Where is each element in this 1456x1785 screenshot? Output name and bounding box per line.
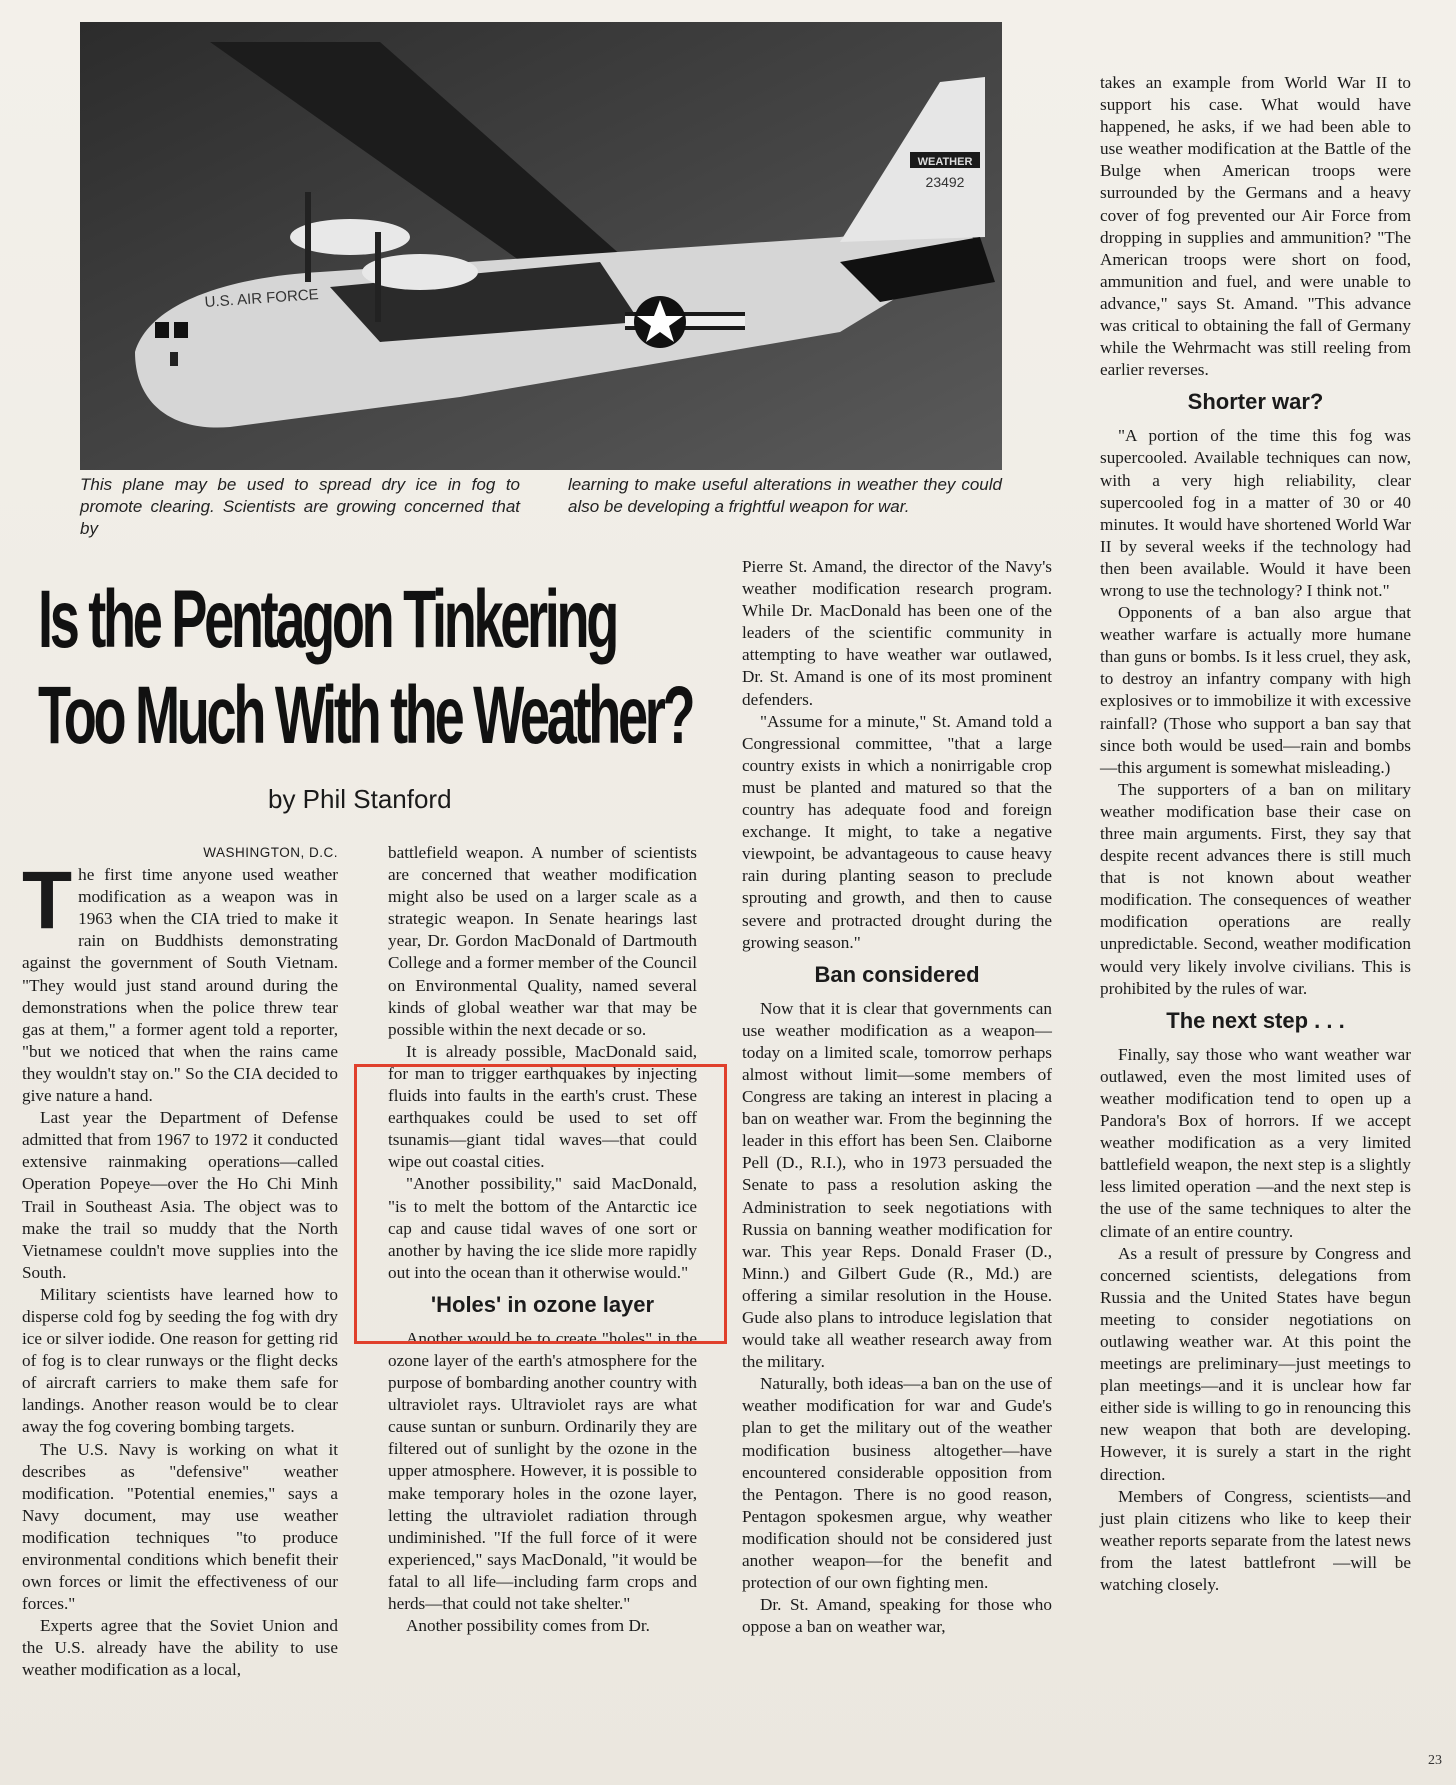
headline xyxy=(38,572,693,764)
paragraph: Naturally, both ideas—a ban on the use of weather modification for war and Gude's plan to get the military out of the weather modification business altogether—have encountered considerable opposition from the Pentagon. There is no good reason, Pentagon spokesmen argue, why weather modification should not be considered just another weapon—for the benefit and protection of our own fighting men. xyxy=(742,1374,1052,1593)
paragraph: As a result of pressure by Congress and concerned scientists, delegations from Russia and the United States have begun meeting to consider negotiations on outlawing weather war. At this point the meetings are preliminary—just meetings to plan meetings—and it is unclear how far either side is willing to go in renouncing this new weapon that both are developing. However, it is surely a start in the right direction. xyxy=(1100,1243,1411,1484)
lead-paragraph xyxy=(22,855,338,1107)
headline-line-2: Too Much With the Weather? xyxy=(38,670,693,761)
paragraph: Finally, say those who want weather war outlawed, even the most limited uses of weather modification tend to open up a Pandora's Box of horrors. If we accept weather modification as a very limited battlefield weapon, the next step is a slightly less limited operation —and the next step is the use of the same techniques to alter the climate of an entire country. xyxy=(1100,1044,1411,1241)
subhead-shorter-war: Shorter war? xyxy=(1187,389,1324,415)
fuselage-label: U.S. AIR FORCE xyxy=(204,286,320,311)
article-column-4 xyxy=(1100,72,1411,1596)
byline: by Phil Stanford xyxy=(268,784,452,814)
paragraph: Now that it is clear that governments can use weather modification as a weapon—today on a limited scale, tomorrow perhaps almost without limit—some members of Congress are taking an interest in placing a ban on weather war. From the beginning the leader in this effort has been Sen. Claiborne Pell (D., R.I.), who in 1973 persuaded the Senate to pass a resolution asking the Administration to seek negotiations with Russia on banning weather modification for war. This year Reps. Donald Fraser (D., Minn.) and Gilbert Gude (R., Md.) are offering a similar resolution in the House. Gude also plans to introduce legislation that would take all weather research away from the military. xyxy=(742,998,1052,1372)
paragraph: "A portion of the time this fog was supercooled. Available techniques can now, with a very high reliability, clear supercooled fog in a matter of 30 or 40 minutes. It would have shortened World War II by several weeks if the technology had then been available. Would it have been wrong to use the technology? I think not." xyxy=(1100,426,1411,600)
paragraph: The U.S. Navy is working on what it describes as "defensive" weather modification. "Potential enemies," says a Navy document, may use weather modification techniques "to produce environmental conditions which benefit their own forces or limit the effectiveness of our forces." xyxy=(22,1439,338,1614)
tail-number: 23492 xyxy=(925,174,965,190)
paragraph: battlefield weapon. A number of scientists are concerned that weather modification might also be used on a larger scale as a strategic weapon. In Senate hearings last year, Dr. Gordon MacDonald of Dartmouth College and a former member of the Council on Environmental Quality, named several kinds of global weather war that may be possible within the next decade or so. xyxy=(388,843,697,1039)
drop-cap: T xyxy=(22,855,73,947)
photo-caption-left: This plane may be used to spread dry ice in fog to promote clearing. Scientists are growing concerned that by xyxy=(80,475,520,538)
photo-caption-right: learning to make useful alterations in weather they could also be developing a frightful weapon for war. xyxy=(568,475,1002,516)
subhead-ban-considered: Ban considered xyxy=(814,961,980,987)
article-column-1 xyxy=(22,842,338,1682)
paragraph: Members of Congress, scientists—and just plain citizens who like to keep their weather reports separate from the latest news from the latest battlefront —will be watching closely. xyxy=(1100,1486,1411,1594)
paragraph-text: he first time anyone used weather modification as a weapon was in 1963 when the CIA tried to make it rain on Buddhists demonstrating against the government of South Vietnam. "They would just stand around during the demonstrations when the police threw tear gas at them," a former agent told a reporter, "but we noticed that when the rains came they wouldn't stay on." So the CIA decided to give nature a hand. xyxy=(22,865,338,1106)
paragraph: Last year the Department of Defense admitted that from 1967 to 1972 it conducted extensive rainmaking operations—called Operation Popeye—over the Ho Chi Minh Trail in Southeast Asia. The object was to make the trail so muddy that the North Vietnamese couldn't move supplies into the South. xyxy=(22,1108,338,1282)
dateline: WASHINGTON, D.C. xyxy=(203,845,338,860)
page-number: 23 xyxy=(1428,1753,1442,1768)
highlight-box xyxy=(354,1064,727,1344)
paragraph: Opponents of a ban also argue that weather warfare is actually more humane than guns or bombs. Is it less cruel, they ask, to destroy an infantry company with high explosives or to immobilize it with excessive rainfall? (Those who support a ban say that since both would be used—rain and bombs—this argument is somewhat misleading.) xyxy=(1100,603,1411,777)
paragraph: Another possibility comes from Dr. xyxy=(406,1616,650,1636)
paragraph: Pierre St. Amand, the director of the Navy's weather modification research program. While Dr. MacDonald has been one of the leaders of the scientific community in attempting to have weather war outlawed, Dr. St. Amand is one of its most prominent defenders. xyxy=(742,557,1052,709)
paragraph: Dr. St. Amand, speaking for those who oppose a ban on weather war, xyxy=(742,1595,1052,1637)
subhead-next-step: The next step . . . xyxy=(1166,1007,1345,1033)
paragraph: "Another possibility," said MacDonald, "is to melt the bottom of the Antarctic ice cap and cause tidal waves of one sort or another by having the ice slide more rapidly out into the ocean than it otherwise would." xyxy=(388,1174,697,1282)
paragraph: The supporters of a ban on military weather modification base their case on three main arguments. First, they say that despite recent advances there is still much that is not known about weather modification. The consequences of weather modification operations are really unpredictable. Second, weather modification would very likely involve civilians. This is prohibited by the rules of war. xyxy=(1100,779,1411,998)
paragraph: takes an example from World War II to support his case. What would have happened, he asks, if we had been able to use weather modification at the Battle of the Bulge when American troops were surrounded by the Germans and a heavy cover of fog prevented our Air Force from dropping in supplies and ammunition? "The American troops were short on food, ammunition and fuel, and were unable to advance," says St. Amand. "This advance was critical to obtaining the fall of Germany while the Wehrmacht was still reeling from earlier reverses. xyxy=(1100,73,1411,380)
paragraph: It is already possible, MacDonald said, for man to trigger earthquakes by injecting fluids into faults in the earth's crust. These earthquakes could be used to set off tsunamis—giant tidal waves—that could wipe out coastal cities. xyxy=(388,1041,697,1172)
paragraph: Experts agree that the Soviet Union and the U.S. already have the ability to use weather modification as a local, xyxy=(22,1616,338,1680)
aircraft-photo xyxy=(80,22,1002,470)
article-column-3 xyxy=(742,556,1052,1638)
subhead-ozone: 'Holes' in ozone layer xyxy=(430,1291,655,1317)
paragraph: "Assume for a minute," St. Amand told a Congressional committee, "that a large country exists in which a nonirrigable crop must be planted and matured so that the country has adequate food and foreign exchange. It might, to take a negative viewpoint, be advantageous to cause heavy rain during planting season to preclude sprouting and growth, and then to cause severe and protracted drought during the growing season." xyxy=(742,711,1052,952)
tail-label: WEATHER xyxy=(917,156,973,168)
headline-line-1: Is the Pentagon Tinkering xyxy=(38,574,617,665)
paragraph: Military scientists have learned how to disperse cold fog by seeding the fog with dry ice or silver iodide. One reason for getting rid of fog is to clear runways or the flight decks of aircraft carriers to make them safe for landings. Another reason would be to clear away the fog covering bombing targets. xyxy=(22,1284,338,1437)
paragraph: Another would be to create "holes" in the ozone layer of the earth's atmosphere for the purpose of bombarding another country with ultraviolet rays. Ultraviolet rays are what cause suntan or sunburn. Ordinarily they are filtered out of sunlight by the ozone in the upper atmosphere. However, it is possible to make temporary holes in the ozone layer, letting the ultraviolet radiation through undiminished. "If the full force of it were experienced," says MacDonald, "it would be fatal to all life—including farm crops and herds—that could not take shelter." xyxy=(388,1328,697,1613)
